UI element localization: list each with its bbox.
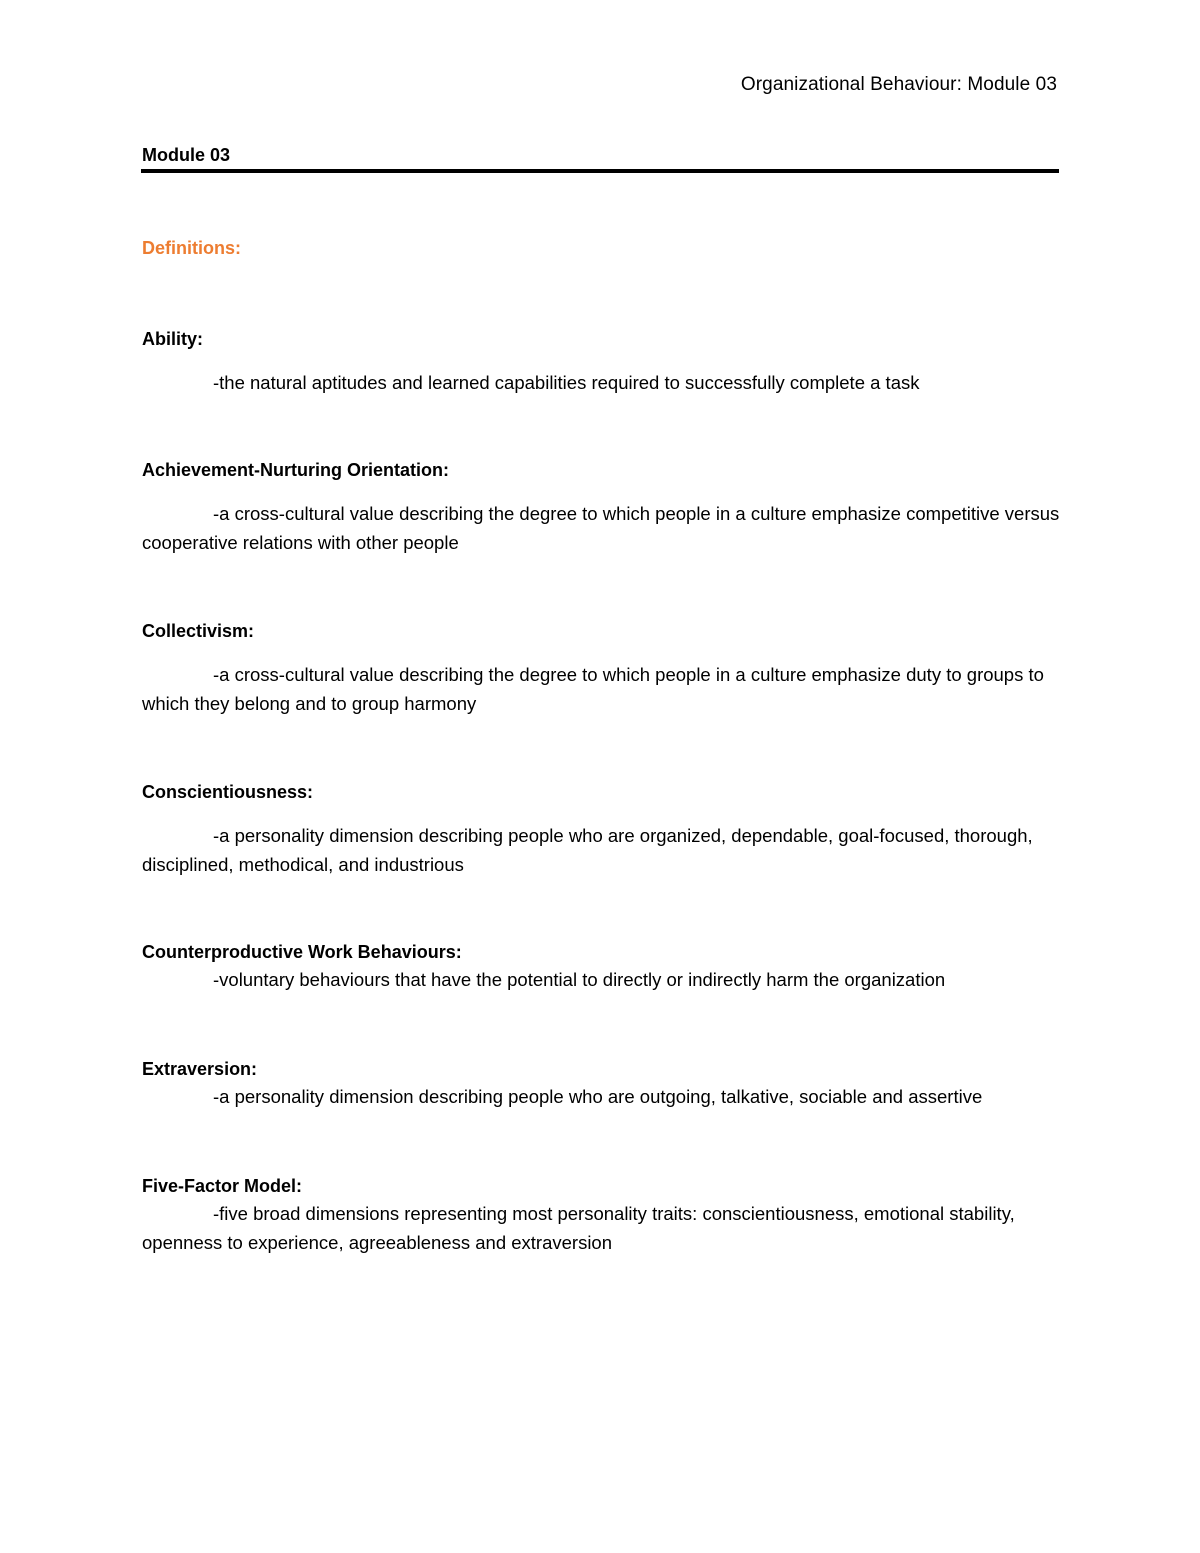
definition-entry-five-factor-model (142, 1172, 1060, 1257)
definition-term: Extraversion: (142, 1059, 258, 1079)
definition-text: -five broad dimensions representing most personality traits: conscientiousness, emotional stability, openness to experience, agreeableness and extraversion (142, 1203, 1015, 1253)
title-divider (141, 169, 1059, 173)
definition-text: -a personality dimension describing people who are organized, dependable, goal-focused, thorough, disciplined, methodical, and industrious (142, 825, 1033, 875)
definition-term: Collectivism: (142, 621, 255, 641)
definition-text: -a cross-cultural value describing the degree to which people in a culture emphasize duty to groups to which they belong and to group harmony (142, 664, 1044, 714)
definition-text: -a cross-cultural value describing the degree to which people in a culture emphasize competitive versus cooperative relations with other people (142, 503, 1060, 553)
definition-term: Conscientiousness: (142, 782, 314, 802)
section-heading-definitions: Definitions: (142, 238, 241, 258)
definition-entry-achievement-nurturing (142, 456, 1060, 557)
definition-text: -voluntary behaviours that have the potential to directly or indirectly harm the organization (213, 969, 946, 990)
definition-text: -the natural aptitudes and learned capabilities required to successfully complete a task (213, 372, 920, 393)
definition-term: Five-Factor Model: (142, 1176, 303, 1196)
definition-term: Counterproductive Work Behaviours: (142, 942, 462, 962)
running-header: Organizational Behaviour: Module 03 (740, 74, 1057, 95)
definition-entry-counterproductive (142, 938, 1060, 995)
definition-entry-ability (142, 325, 1060, 398)
definition-term: Achievement-Nurturing Orientation: (142, 460, 450, 480)
definition-entry-conscientiousness (142, 778, 1060, 879)
definition-term: Ability: (142, 329, 203, 349)
definition-entry-collectivism (142, 617, 1060, 718)
definition-text: -a personality dimension describing people who are outgoing, talkative, sociable and assertive (213, 1086, 983, 1107)
module-title: Module 03 (142, 145, 231, 165)
definition-entry-extraversion (142, 1055, 1060, 1112)
